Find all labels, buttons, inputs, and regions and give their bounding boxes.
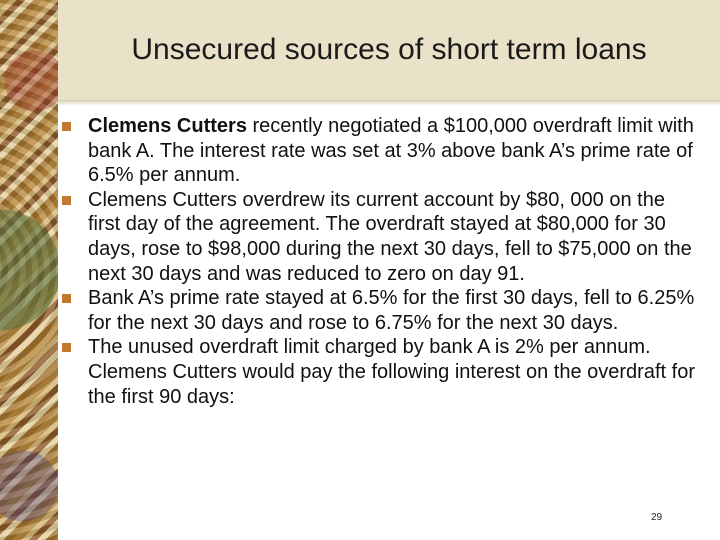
bullet-item xyxy=(64,335,696,409)
square-bullet-icon xyxy=(62,196,71,205)
bullet-text: recently negotiated a $100,000 overdraft limit with bank A. The interest rate was set at 3% above bank A’s prime rate of 6.5% per annum. xyxy=(88,115,694,187)
title-band xyxy=(58,0,720,101)
bullet-item xyxy=(64,286,696,335)
bullet-text: Bank A’s prime rate stayed at 6.5% for the first 30 days, fell to 6.25% for the next 30 days and rose to 6.75% for the next 30 days. xyxy=(88,287,695,334)
bullet-item xyxy=(64,188,696,286)
square-bullet-icon xyxy=(62,122,71,131)
decorative-side-strip xyxy=(0,0,58,540)
bullet-item xyxy=(64,114,696,188)
company-name: Clemens Cutters xyxy=(88,115,247,137)
square-bullet-icon xyxy=(62,343,71,352)
bullet-text: Clemens Cutters overdrew its current account by $80, 000 on the first day of the agreement. The overdraft stayed at $80,000 for 30 days, rose to $98,000 during the next 30 days, fell to $75,000 on the next 30 days and was reduced to zero on day 91. xyxy=(88,188,692,285)
square-bullet-icon xyxy=(62,294,71,303)
page-number: 29 xyxy=(651,512,663,523)
bullet-list xyxy=(64,114,696,409)
bullet-text: The unused overdraft limit charged by bank A is 2% per annum. Clemens Cutters would pay the following interest on the overdraft for the first 90 days: xyxy=(88,336,695,408)
slide-title: Unsecured sources of short term loans xyxy=(131,33,647,66)
